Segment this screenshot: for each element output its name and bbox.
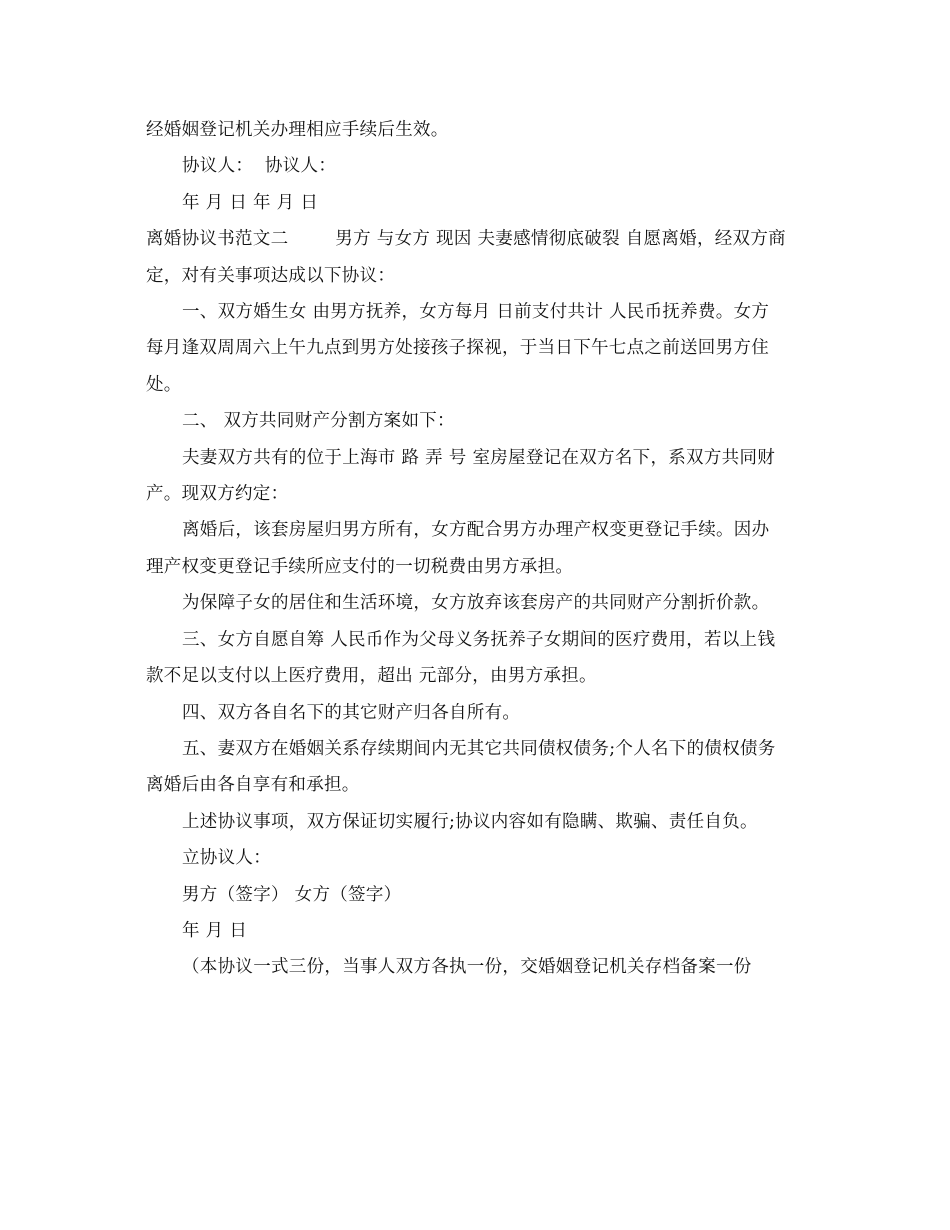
- text-line: 四、双方各自名下的其它财产归各自所有。: [182, 702, 521, 723]
- text-line: 产。现双方约定：: [146, 484, 289, 505]
- text-line: 夫妻双方共有的位于上海市 路 弄 号 室房屋登记在双方名下，系双方共同财: [182, 447, 776, 468]
- text-line: 二、 双方共同财产分割方案如下：: [182, 411, 455, 432]
- text-line: 离婚后，该套房屋归男方所有，女方配合男方办理产权变更登记手续。因办: [182, 520, 770, 541]
- text-line: 每月逢双周周六上午九点到男方处接孩子探视，于当日下午七点之前送回男方住: [146, 338, 769, 359]
- text-line: 定，对有关事项达成以下协议：: [146, 265, 396, 286]
- text-line: 男方（签字） 女方（签字）: [182, 884, 402, 905]
- text-line: 为保障子女的居住和生活环境，女方放弃该套房产的共同财产分割折价款。: [182, 593, 770, 614]
- text-line: 五、妻双方在婚姻关系存续期间内无其它共同债权债务;个人名下的债权债务: [182, 738, 776, 759]
- text-line: 三、女方自愿自筹 人民币作为父母义务抚养子女期间的医疗费用，若以上钱: [182, 629, 776, 650]
- text-line: 离婚后由各自享有和承担。: [146, 775, 360, 796]
- text-line: 处。: [146, 374, 182, 395]
- text-line: 款不足以支付以上医疗费用，超出 元部分，由男方承担。: [146, 666, 597, 687]
- text-line: 上述协议事项，双方保证切实履行;协议内容如有隐瞒、欺骗、责任自负。: [182, 811, 758, 832]
- text-line: 协议人： 协议人：: [182, 156, 337, 177]
- text-line: 理产权变更登记手续所应支付的一切税费由男方承担。: [146, 556, 574, 577]
- text-line: 年 月 日 年 月 日: [182, 192, 319, 213]
- text-line: 一、双方婚生女 由男方抚养，女方每月 日前支付共计 人民币抚养费。女方: [182, 302, 770, 323]
- text-line: 立协议人：: [182, 848, 271, 869]
- text-line: 年 月 日: [182, 920, 248, 941]
- section-heading-line: 离婚协议书范文二 男方 与女方 现因 夫妻感情彻底破裂 自愿离婚，经双方商: [146, 229, 786, 250]
- text-line: 经婚姻登记机关办理相应手续后生效。: [146, 120, 449, 140]
- text-line: （本协议一式三份，当事人双方各执一份，交婚姻登记机关存档备案一份: [182, 957, 752, 978]
- document-body: [146, 112, 806, 986]
